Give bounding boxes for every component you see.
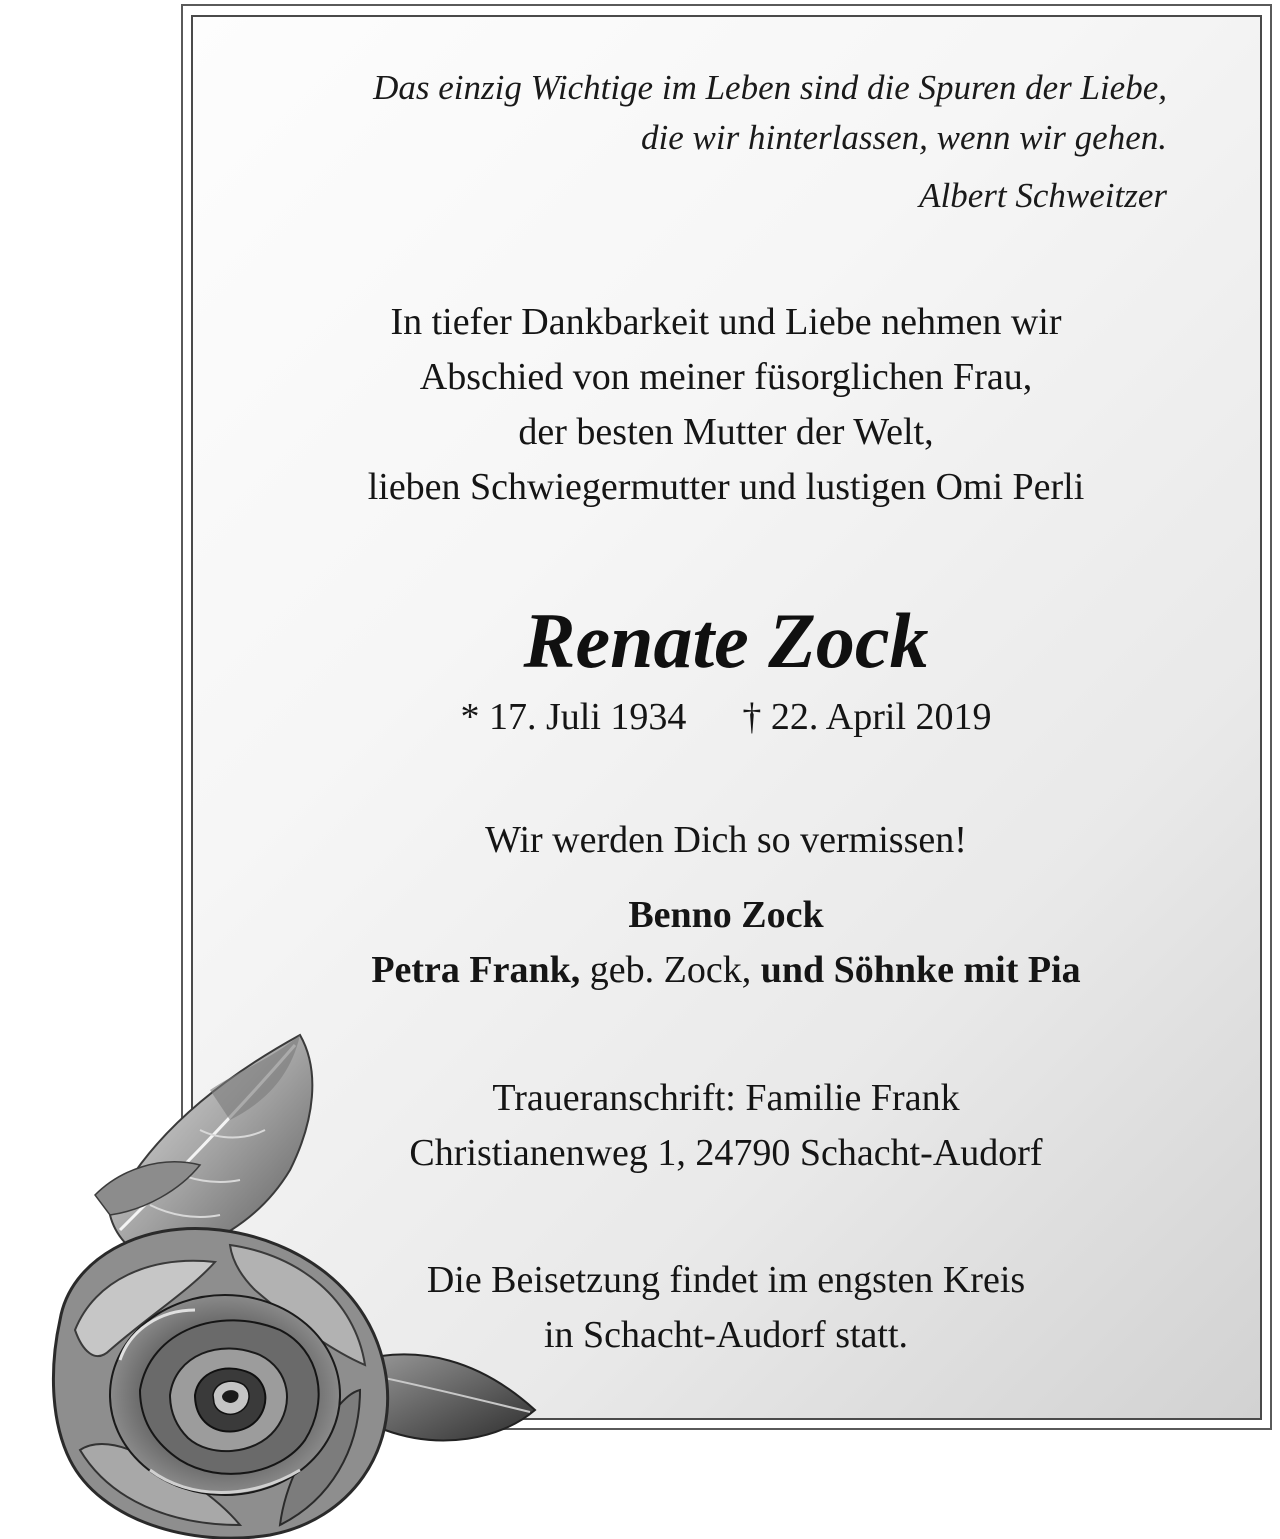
mourner-line-2 <box>186 948 1266 992</box>
mourner-line-1: Benno Zock <box>628 894 824 936</box>
quote-line-2: die wir hinterlassen, wenn wir gehen. <box>641 118 1167 157</box>
quote-line-1: Das einzig Wichtige im Leben sind die Spuren der Liebe, <box>373 68 1167 107</box>
intro-line-4: lieben Schwiegermutter und lustigen Omi Perli <box>367 466 1085 508</box>
address-line-2: Christianenweg 1, 24790 Schacht-Audorf <box>409 1132 1043 1174</box>
mourner-name-petra: Petra Frank, <box>371 949 581 991</box>
burial-line-2: in Schacht-Audorf statt. <box>543 1314 909 1356</box>
mourner-maiden-name: geb. Zock, <box>580 949 761 991</box>
death-date: † 22. April 2019 <box>742 696 992 738</box>
address-line-1: Traueranschrift: Familie Frank <box>492 1077 960 1119</box>
farewell-line: Wir werden Dich so vermissen! <box>485 819 967 861</box>
quote-author: Albert Schweitzer <box>919 176 1167 215</box>
rose-illustration <box>0 1030 560 1539</box>
mourner-name-soehnke: und Söhnke mit Pia <box>760 949 1081 991</box>
birth-date: * 17. Juli 1934 <box>460 696 687 738</box>
intro-line-1: In tiefer Dankbarkeit und Liebe nehmen wir <box>390 301 1062 343</box>
intro-line-3: der besten Mutter der Welt, <box>518 411 934 453</box>
deceased-name: Renate Zock <box>523 597 929 684</box>
life-dates <box>186 695 1266 739</box>
intro-line-2: Abschied von meiner füsorglichen Frau, <box>419 356 1033 398</box>
burial-line-1: Die Beisetzung findet im engsten Kreis <box>426 1259 1026 1301</box>
